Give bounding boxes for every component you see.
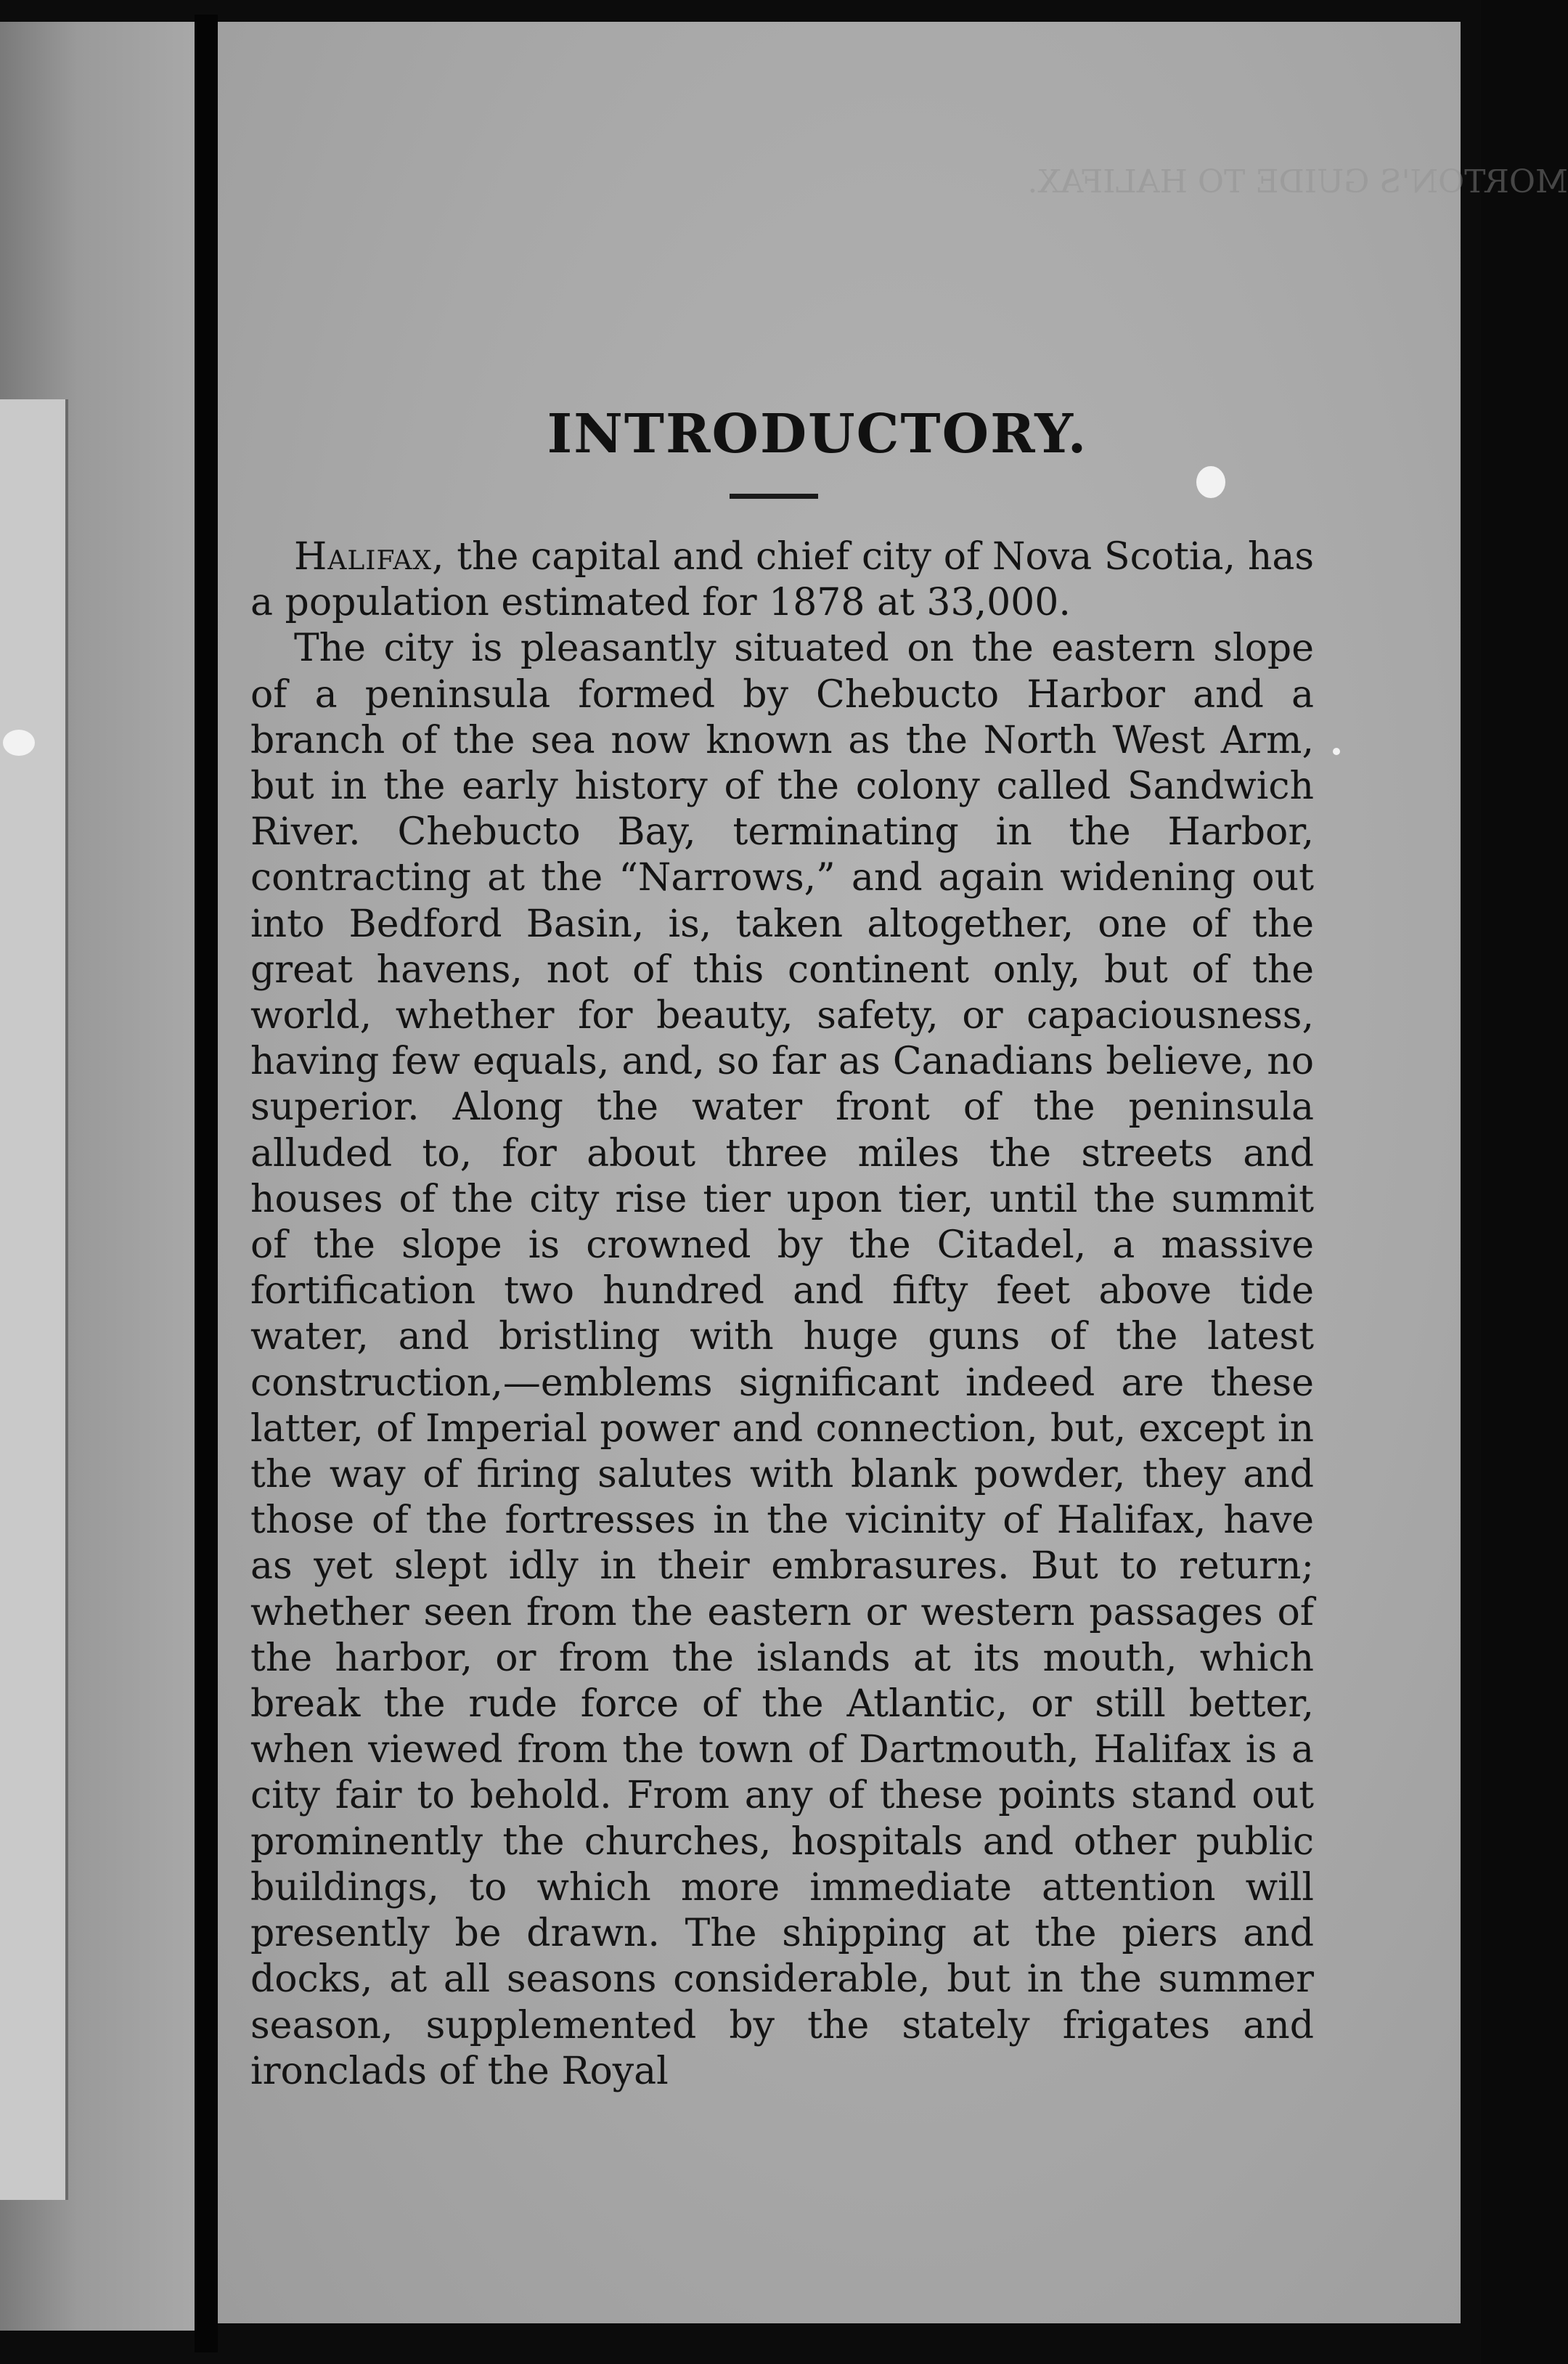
paragraph-1-lead: Halifax, — [294, 535, 445, 579]
heading-rule — [730, 494, 818, 499]
dust-speck — [3, 730, 35, 756]
body-text — [250, 534, 1314, 2095]
chapter-heading — [218, 403, 1461, 465]
facing-page-plate — [0, 399, 68, 2200]
dust-speck — [1196, 466, 1225, 498]
paragraph-1-text: the capital and chief city of Nova Scotia, has a population estimated for 1878 at 33,000. — [250, 535, 1314, 625]
paragraph-1 — [250, 534, 1314, 626]
book-gutter — [195, 15, 218, 2352]
show-through-running-head: MORTON'S GUIDE TO HALIFAX. — [1027, 163, 1568, 200]
chapter-heading-text: INTRODUCTORY. — [547, 403, 1088, 465]
paragraph-2-text: The city is pleasantly situated on the eastern slope of a peninsula formed by Chebucto Harbor and a branch of the sea now known as the North West Arm, but in the early history of the colony called Sandwich River. Chebucto Bay, terminating in the Harbor, contracting at the “Narrows,” and again widening out into Bedford Basin, is, taken altogether, one of the great havens, not of this continent only, but of the world, whether for beauty, safety, or capaciousness, having few equals, and, so far as Canadians believe, no superior. Along the water front of the peninsula alluded to, for about three miles the streets and houses of the city rise tier upon tier, until the summit of the slope is crowned by the Citadel, a massive fortification two hundred and fifty feet above tide water, and bristling with huge guns of the latest construction,—emblems significant indeed are these latter, of Imperial power and connection, but, except in the way of firing salutes with blank powder, they and those of the fortresses in the vicinity of Halifax, have as yet slept idly in their embrasures. But to return; whether seen from the eastern or western passages of the harbor, or from the islands at its mouth, which break the rude force of the Atlantic, or still better, when viewed from the town of Dartmouth, Halifax is a city fair to behold. From any of these points stand out prominently the churches, hospitals and other public buildings, to which more immediate attention will presently be drawn. The shipping at the piers and docks, at all seasons considerable, but in the summer season, supplemented by the stately frigates and ironclads of the Royal — [250, 627, 1314, 2093]
paragraph-2 — [250, 626, 1314, 2095]
facing-page-edge — [0, 22, 195, 2331]
dust-speck — [1333, 748, 1340, 755]
